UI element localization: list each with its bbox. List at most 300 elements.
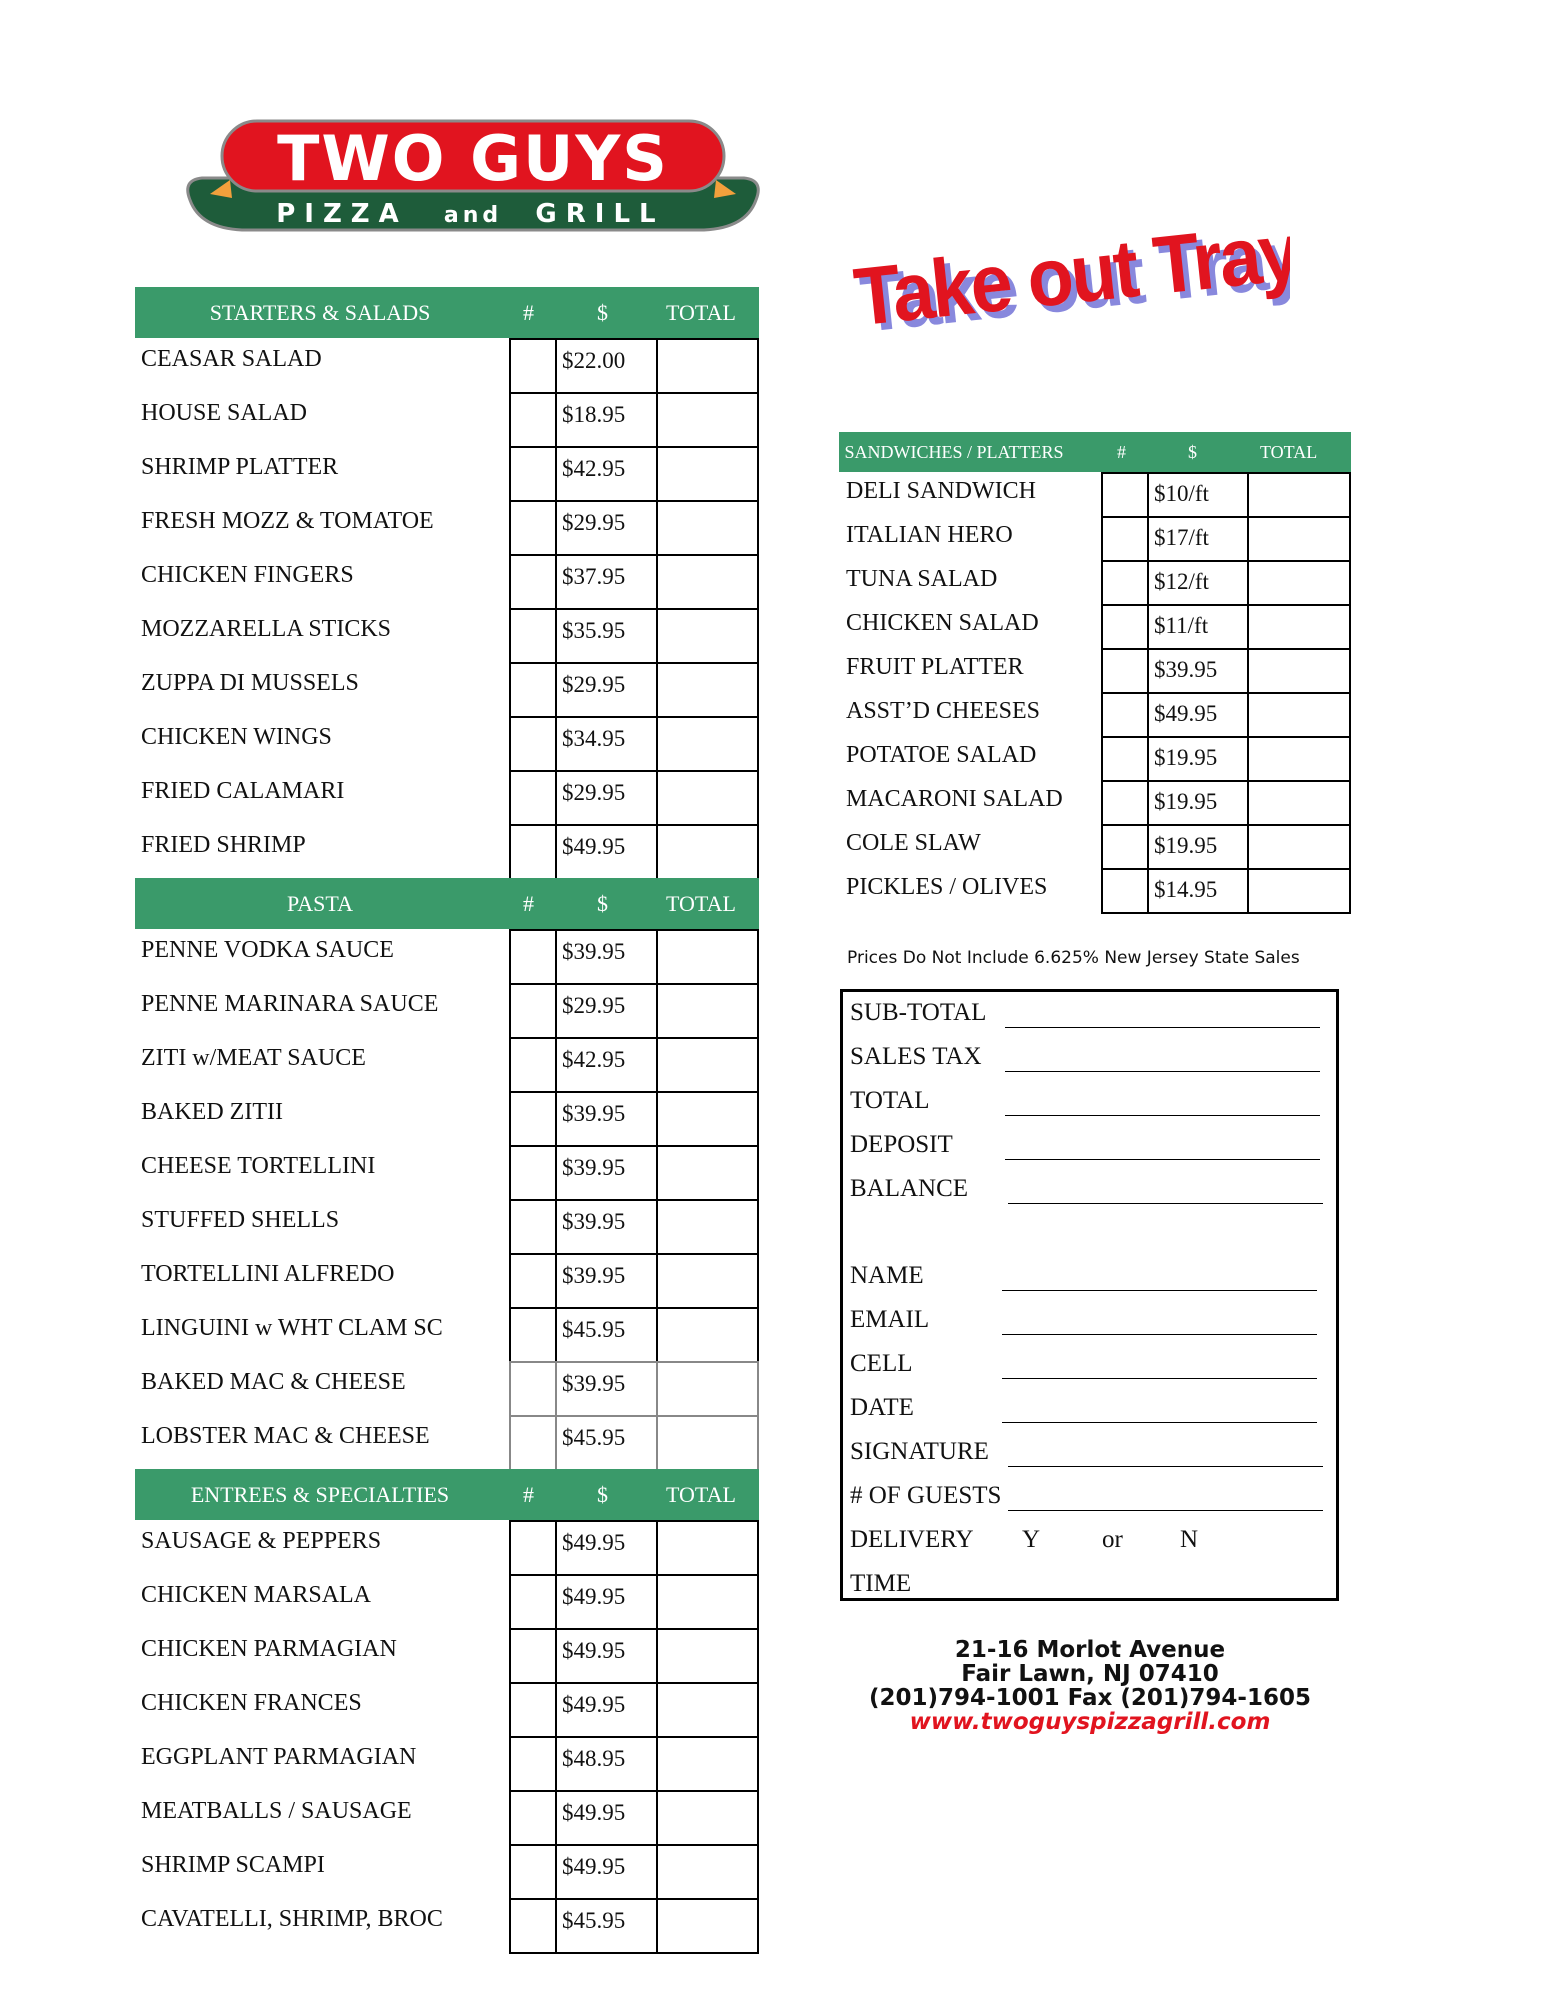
tax-note: Prices Do Not Include 6.625% New Jersey State Sales bbox=[847, 948, 1300, 968]
svg-text:Take out Trays: Take out Trays bbox=[856, 215, 1290, 335]
quantity-cell[interactable] bbox=[509, 1091, 557, 1147]
menu-item-row bbox=[135, 1091, 759, 1145]
quantity-cell[interactable] bbox=[509, 608, 557, 664]
quantity-cell[interactable] bbox=[509, 983, 557, 1039]
menu-item-name: POTATOE SALAD bbox=[846, 742, 1037, 768]
menu-item-row bbox=[135, 446, 759, 500]
quantity-cell[interactable] bbox=[509, 824, 557, 880]
menu-item-price: $39.95 bbox=[562, 1101, 626, 1126]
menu-item-price: $12/ft bbox=[1154, 569, 1209, 594]
quantity-cell[interactable] bbox=[509, 446, 557, 502]
col-num-header: # bbox=[523, 891, 534, 916]
price-cell bbox=[555, 608, 658, 664]
menu-item-row bbox=[135, 1574, 759, 1628]
menu-item-row bbox=[135, 1145, 759, 1199]
menu-item-row bbox=[135, 1844, 759, 1898]
menu-item-row bbox=[839, 824, 1351, 868]
total-cell[interactable] bbox=[656, 929, 759, 985]
menu-item-name: PENNE MARINARA SAUCE bbox=[141, 991, 439, 1017]
price-cell bbox=[555, 1415, 658, 1471]
total-cell[interactable] bbox=[656, 1037, 759, 1093]
total-cell[interactable] bbox=[656, 446, 759, 502]
menu-item-row bbox=[135, 1736, 759, 1790]
menu-item-name: TORTELLINI ALFREDO bbox=[141, 1261, 395, 1287]
menu-item-price: $49.95 bbox=[562, 1638, 626, 1663]
price-cell bbox=[1147, 736, 1249, 782]
order-form bbox=[840, 989, 1339, 1601]
signature-field[interactable] bbox=[1008, 1466, 1323, 1467]
menu-item-price: $35.95 bbox=[562, 618, 626, 643]
two-guys-logo bbox=[182, 118, 764, 240]
menu-item-price: $29.95 bbox=[562, 993, 626, 1018]
price-cell bbox=[555, 338, 658, 394]
total-cell[interactable] bbox=[656, 1361, 759, 1417]
price-cell bbox=[555, 1844, 658, 1900]
subtotal-row bbox=[850, 993, 1330, 1033]
menu-item-row bbox=[135, 1415, 759, 1469]
quantity-cell[interactable] bbox=[1101, 824, 1149, 870]
menu-item-price: $49.95 bbox=[562, 1854, 626, 1879]
total-cell[interactable] bbox=[656, 1253, 759, 1309]
col-num-header: # bbox=[523, 1482, 534, 1507]
deposit-field[interactable] bbox=[1005, 1159, 1320, 1160]
balance-row bbox=[850, 1169, 1330, 1209]
time-label: TIME bbox=[850, 1570, 912, 1597]
signature-row bbox=[850, 1432, 1330, 1472]
menu-item-row bbox=[839, 868, 1351, 912]
menu-item-name: EGGPLANT PARMAGIAN bbox=[141, 1744, 417, 1770]
menu-item-name: BAKED ZITII bbox=[141, 1099, 283, 1125]
menu-item-name: STUFFED SHELLS bbox=[141, 1207, 340, 1233]
total-cell[interactable] bbox=[656, 1736, 759, 1792]
menu-item-name: LOBSTER MAC & CHEESE bbox=[141, 1423, 430, 1449]
menu-item-row bbox=[839, 648, 1351, 692]
menu-item-row bbox=[135, 929, 759, 983]
menu-item-name: HOUSE SALAD bbox=[141, 400, 308, 426]
col-num-header: # bbox=[523, 300, 534, 325]
quantity-cell[interactable] bbox=[509, 716, 557, 772]
menu-item-price: $42.95 bbox=[562, 456, 626, 481]
quantity-cell[interactable] bbox=[1101, 780, 1149, 826]
total-cell[interactable] bbox=[1247, 516, 1351, 562]
menu-item-name: PICKLES / OLIVES bbox=[846, 874, 1048, 900]
total-cell[interactable] bbox=[656, 770, 759, 826]
menu-item-price: $48.95 bbox=[562, 1746, 626, 1771]
price-cell bbox=[555, 1520, 658, 1576]
col-total-header: TOTAL bbox=[666, 891, 736, 916]
menu-item-row bbox=[135, 1520, 759, 1574]
time-field[interactable] bbox=[1012, 1598, 1317, 1599]
guests-field[interactable] bbox=[1008, 1510, 1323, 1511]
menu-item-price: $39.95 bbox=[562, 1155, 626, 1180]
quantity-cell[interactable] bbox=[1101, 560, 1149, 606]
menu-item-price: $19.95 bbox=[1154, 833, 1218, 858]
menu-item-price: $17/ft bbox=[1154, 525, 1209, 550]
total-cell[interactable] bbox=[1247, 868, 1351, 914]
menu-item-row bbox=[135, 1790, 759, 1844]
logo-and: and bbox=[443, 203, 503, 228]
menu-item-row bbox=[839, 692, 1351, 736]
title-text: Take out Trays bbox=[850, 215, 1290, 335]
total-cell[interactable] bbox=[656, 1415, 759, 1471]
deposit-row bbox=[850, 1125, 1330, 1165]
total-cell[interactable] bbox=[1247, 648, 1351, 694]
price-cell bbox=[555, 1790, 658, 1846]
menu-item-name: ZITI w/MEAT SAUCE bbox=[141, 1045, 366, 1071]
menu-item-price: $45.95 bbox=[562, 1908, 626, 1933]
sales-tax-field[interactable] bbox=[1005, 1071, 1320, 1072]
price-cell bbox=[1147, 648, 1249, 694]
price-cell bbox=[555, 1736, 658, 1792]
total-field[interactable] bbox=[1005, 1115, 1320, 1116]
total-cell[interactable] bbox=[1247, 472, 1351, 518]
menu-item-price: $22.00 bbox=[562, 348, 626, 373]
menu-item-name: COLE SLAW bbox=[846, 830, 981, 856]
menu-item-price: $10/ft bbox=[1154, 481, 1209, 506]
price-cell bbox=[555, 824, 658, 880]
guests-label: # OF GUESTS bbox=[850, 1482, 1002, 1509]
menu-item-price: $39.95 bbox=[1154, 657, 1218, 682]
menu-item-name: SAUSAGE & PEPPERS bbox=[141, 1528, 382, 1554]
delivery-row bbox=[850, 1520, 1330, 1560]
total-cell[interactable] bbox=[656, 1307, 759, 1363]
menu-item-row bbox=[135, 1682, 759, 1736]
total-cell[interactable] bbox=[656, 1628, 759, 1684]
address-block bbox=[840, 1638, 1340, 1734]
total-cell[interactable] bbox=[656, 500, 759, 556]
menu-item-price: $39.95 bbox=[562, 1371, 626, 1396]
subtotal-label: SUB-TOTAL bbox=[850, 999, 987, 1026]
quantity-cell[interactable] bbox=[509, 500, 557, 556]
price-cell bbox=[555, 1682, 658, 1738]
price-cell bbox=[555, 446, 658, 502]
page-title bbox=[850, 215, 1290, 335]
quantity-cell[interactable] bbox=[509, 770, 557, 826]
total-cell[interactable] bbox=[1247, 736, 1351, 782]
menu-item-price: $39.95 bbox=[562, 939, 626, 964]
price-cell bbox=[555, 1898, 658, 1954]
quantity-cell[interactable] bbox=[509, 1628, 557, 1684]
total-cell[interactable] bbox=[656, 338, 759, 394]
price-cell bbox=[555, 662, 658, 718]
menu-item-price: $19.95 bbox=[1154, 789, 1218, 814]
total-cell[interactable] bbox=[656, 1574, 759, 1630]
col-total-header: TOTAL bbox=[1260, 442, 1318, 462]
menu-item-price: $29.95 bbox=[562, 780, 626, 805]
price-cell bbox=[555, 1145, 658, 1201]
menu-item-name: FRIED SHRIMP bbox=[141, 832, 306, 858]
menu-item-name: CAVATELLI, SHRIMP, BROC bbox=[141, 1906, 443, 1932]
section-header bbox=[135, 287, 759, 338]
quantity-cell[interactable] bbox=[509, 1037, 557, 1093]
date-field[interactable] bbox=[1002, 1422, 1317, 1423]
menu-item-price: $11/ft bbox=[1154, 613, 1209, 638]
menu-item-row bbox=[135, 392, 759, 446]
quantity-cell[interactable] bbox=[509, 338, 557, 394]
col-price-header: $ bbox=[597, 891, 608, 916]
menu-item-row bbox=[135, 1307, 759, 1361]
total-cell[interactable] bbox=[656, 1520, 759, 1576]
col-num-header: # bbox=[1117, 442, 1126, 462]
menu-item-row bbox=[135, 770, 759, 824]
menu-item-price: $49.95 bbox=[1154, 701, 1218, 726]
address-phone: (201)794-1001 Fax (201)794-1605 bbox=[869, 1685, 1311, 1711]
total-row bbox=[850, 1081, 1330, 1121]
menu-item-price: $14.95 bbox=[1154, 877, 1218, 902]
menu-item-name: FRESH MOZZ & TOMATOE bbox=[141, 508, 434, 534]
menu-item-name: MEATBALLS / SAUSAGE bbox=[141, 1798, 412, 1824]
menu-item-price: $39.95 bbox=[562, 1209, 626, 1234]
quantity-cell[interactable] bbox=[509, 1844, 557, 1900]
price-cell bbox=[555, 392, 658, 448]
total-cell[interactable] bbox=[656, 608, 759, 664]
col-price-header: $ bbox=[1188, 442, 1197, 462]
price-cell bbox=[555, 929, 658, 985]
name-field[interactable] bbox=[1002, 1290, 1317, 1291]
price-cell bbox=[1147, 692, 1249, 738]
section-heading: SANDWICHES / PLATTERS bbox=[844, 442, 1064, 462]
menu-item-name: MACARONI SALAD bbox=[846, 786, 1063, 812]
total-cell[interactable] bbox=[1247, 692, 1351, 738]
address-city: Fair Lawn, NJ 07410 bbox=[961, 1661, 1219, 1687]
balance-field[interactable] bbox=[1008, 1203, 1323, 1204]
menu-item-row bbox=[135, 983, 759, 1037]
section-header bbox=[135, 1469, 759, 1520]
menu-item-price: $49.95 bbox=[562, 834, 626, 859]
quantity-cell[interactable] bbox=[509, 1253, 557, 1309]
total-cell[interactable] bbox=[656, 1682, 759, 1738]
menu-item-name: CEASAR SALAD bbox=[141, 346, 322, 372]
total-cell[interactable] bbox=[1247, 604, 1351, 650]
menu-item-name: SHRIMP PLATTER bbox=[141, 454, 339, 480]
date-label: DATE bbox=[850, 1394, 914, 1421]
menu-item-row bbox=[135, 608, 759, 662]
total-cell[interactable] bbox=[656, 662, 759, 718]
section-header bbox=[135, 878, 759, 929]
quantity-cell[interactable] bbox=[509, 1415, 557, 1471]
menu-item-price: $45.95 bbox=[562, 1317, 626, 1342]
delivery-yes-option[interactable]: Y bbox=[1022, 1526, 1041, 1553]
menu-item-name: PENNE VODKA SAUCE bbox=[141, 937, 394, 963]
menu-item-price: $37.95 bbox=[562, 564, 626, 589]
quantity-cell[interactable] bbox=[509, 1682, 557, 1738]
quantity-cell[interactable] bbox=[509, 1307, 557, 1363]
menu-item-price: $29.95 bbox=[562, 672, 626, 697]
quantity-cell[interactable] bbox=[509, 929, 557, 985]
price-cell bbox=[1147, 472, 1249, 518]
price-cell bbox=[555, 1361, 658, 1417]
price-cell bbox=[555, 716, 658, 772]
price-cell bbox=[1147, 560, 1249, 606]
quantity-cell[interactable] bbox=[509, 1361, 557, 1417]
total-cell[interactable] bbox=[656, 1091, 759, 1147]
name-label: NAME bbox=[850, 1262, 924, 1289]
logo-pizza: PIZZA bbox=[276, 199, 408, 229]
menu-item-row bbox=[135, 554, 759, 608]
sales-tax-label: SALES TAX bbox=[850, 1043, 982, 1070]
price-cell bbox=[555, 1628, 658, 1684]
total-cell[interactable] bbox=[1247, 780, 1351, 826]
price-cell bbox=[555, 1037, 658, 1093]
quantity-cell[interactable] bbox=[509, 1145, 557, 1201]
total-cell[interactable] bbox=[656, 392, 759, 448]
logo-line1: TWO GUYS bbox=[277, 122, 669, 195]
price-cell bbox=[1147, 516, 1249, 562]
menu-item-name: CHICKEN WINGS bbox=[141, 724, 332, 750]
total-cell[interactable] bbox=[656, 554, 759, 610]
col-price-header: $ bbox=[597, 1482, 608, 1507]
menu-item-row bbox=[839, 604, 1351, 648]
menu-item-name: FRUIT PLATTER bbox=[846, 654, 1024, 680]
col-total-header: TOTAL bbox=[666, 300, 736, 325]
menu-item-name: ASST’D CHEESES bbox=[846, 698, 1041, 724]
menu-item-name: CHICKEN FRANCES bbox=[141, 1690, 362, 1716]
menu-item-row bbox=[839, 560, 1351, 604]
total-cell[interactable] bbox=[656, 1790, 759, 1846]
quantity-cell[interactable] bbox=[1101, 868, 1149, 914]
price-cell bbox=[1147, 868, 1249, 914]
balance-label: BALANCE bbox=[850, 1175, 969, 1202]
menu-item-price: $29.95 bbox=[562, 510, 626, 535]
menu-item-row bbox=[135, 1898, 759, 1952]
total-cell[interactable] bbox=[656, 1199, 759, 1255]
menu-item-price: $39.95 bbox=[562, 1263, 626, 1288]
section-heading: ENTREES & SPECIALTIES bbox=[190, 1482, 450, 1507]
price-cell bbox=[555, 983, 658, 1039]
col-total-header: TOTAL bbox=[666, 1482, 736, 1507]
menu-item-name: CHICKEN FINGERS bbox=[141, 562, 354, 588]
price-cell bbox=[555, 1199, 658, 1255]
menu-item-row bbox=[135, 1253, 759, 1307]
website-link[interactable]: www.twoguyspizzagrill.com bbox=[909, 1709, 1271, 1735]
quantity-cell[interactable] bbox=[509, 554, 557, 610]
quantity-cell[interactable] bbox=[509, 662, 557, 718]
menu-item-name: TUNA SALAD bbox=[846, 566, 998, 592]
menu-item-row bbox=[135, 338, 759, 392]
price-cell bbox=[555, 1091, 658, 1147]
total-cell[interactable] bbox=[656, 1844, 759, 1900]
quantity-cell[interactable] bbox=[509, 1199, 557, 1255]
time-row bbox=[850, 1564, 1330, 1604]
menu-item-name: SHRIMP SCAMPI bbox=[141, 1852, 325, 1878]
section-heading: PASTA bbox=[287, 891, 353, 916]
price-cell bbox=[1147, 604, 1249, 650]
menu-item-name: DELI SANDWICH bbox=[846, 478, 1036, 504]
price-cell bbox=[555, 554, 658, 610]
email-label: EMAIL bbox=[850, 1306, 930, 1333]
quantity-cell[interactable] bbox=[1101, 692, 1149, 738]
delivery-label: DELIVERY bbox=[850, 1526, 974, 1553]
quantity-cell[interactable] bbox=[1101, 516, 1149, 562]
menu-item-price: $45.95 bbox=[562, 1425, 626, 1450]
menu-item-row bbox=[135, 716, 759, 770]
menu-item-price: $34.95 bbox=[562, 726, 626, 751]
menu-item-row bbox=[839, 472, 1351, 516]
quantity-cell[interactable] bbox=[509, 1790, 557, 1846]
total-cell[interactable] bbox=[1247, 824, 1351, 870]
menu-item-row bbox=[135, 500, 759, 554]
menu-item-name: CHEESE TORTELLINI bbox=[141, 1153, 376, 1179]
email-field[interactable] bbox=[1002, 1334, 1317, 1335]
menu-item-name: LINGUINI w WHT CLAM SC bbox=[141, 1315, 443, 1341]
quantity-cell[interactable] bbox=[1101, 736, 1149, 782]
price-cell bbox=[555, 500, 658, 556]
menu-item-row bbox=[135, 1361, 759, 1415]
menu-item-price: $19.95 bbox=[1154, 745, 1218, 770]
price-cell bbox=[555, 1253, 658, 1309]
sales-tax-row bbox=[850, 1037, 1330, 1077]
email-row bbox=[850, 1300, 1330, 1340]
quantity-cell[interactable] bbox=[509, 392, 557, 448]
price-cell bbox=[555, 1307, 658, 1363]
name-row bbox=[850, 1256, 1330, 1296]
menu-item-row bbox=[135, 1037, 759, 1091]
deposit-label: DEPOSIT bbox=[850, 1131, 953, 1158]
menu-item-name: FRIED CALAMARI bbox=[141, 778, 345, 804]
menu-item-price: $42.95 bbox=[562, 1047, 626, 1072]
menu-item-price: $49.95 bbox=[562, 1692, 626, 1717]
menu-item-name: ZUPPA DI MUSSELS bbox=[141, 670, 359, 696]
delivery-or-text: or bbox=[1102, 1526, 1123, 1553]
quantity-cell[interactable] bbox=[509, 1898, 557, 1954]
price-cell bbox=[1147, 780, 1249, 826]
menu-item-row bbox=[135, 1199, 759, 1253]
quantity-cell[interactable] bbox=[509, 1736, 557, 1792]
quantity-cell[interactable] bbox=[509, 1520, 557, 1576]
menu-item-price: $49.95 bbox=[562, 1800, 626, 1825]
price-cell bbox=[1147, 824, 1249, 870]
menu-item-name: CHICKEN SALAD bbox=[846, 610, 1039, 636]
total-cell[interactable] bbox=[656, 1898, 759, 1954]
cell-label: CELL bbox=[850, 1350, 913, 1377]
quantity-cell[interactable] bbox=[1101, 648, 1149, 694]
total-label: TOTAL bbox=[850, 1087, 930, 1114]
total-cell[interactable] bbox=[656, 824, 759, 880]
menu-item-price: $49.95 bbox=[562, 1530, 626, 1555]
address-street: 21-16 Morlot Avenue bbox=[954, 1637, 1226, 1663]
menu-item-row bbox=[135, 1628, 759, 1682]
menu-item-price: $49.95 bbox=[562, 1584, 626, 1609]
total-cell[interactable] bbox=[656, 716, 759, 772]
price-cell bbox=[555, 770, 658, 826]
cell-field[interactable] bbox=[1002, 1378, 1317, 1379]
menu-item-name: ITALIAN HERO bbox=[846, 522, 1013, 548]
total-cell[interactable] bbox=[656, 1145, 759, 1201]
cell-row bbox=[850, 1344, 1330, 1384]
section-header bbox=[839, 432, 1351, 472]
guests-row bbox=[850, 1476, 1330, 1516]
menu-item-row bbox=[135, 662, 759, 716]
menu-item-price: $18.95 bbox=[562, 402, 626, 427]
quantity-cell[interactable] bbox=[1101, 604, 1149, 650]
menu-item-row bbox=[839, 736, 1351, 780]
quantity-cell[interactable] bbox=[509, 1574, 557, 1630]
delivery-no-option[interactable]: N bbox=[1180, 1526, 1199, 1553]
date-row bbox=[850, 1388, 1330, 1428]
menu-item-name: CHICKEN PARMAGIAN bbox=[141, 1636, 397, 1662]
menu-item-row bbox=[135, 824, 759, 878]
section-heading: STARTERS & SALADS bbox=[209, 300, 431, 325]
total-cell[interactable] bbox=[656, 983, 759, 1039]
menu-item-row bbox=[839, 516, 1351, 560]
subtotal-field[interactable] bbox=[1005, 1027, 1320, 1028]
signature-label: SIGNATURE bbox=[850, 1438, 989, 1465]
menu-item-name: MOZZARELLA STICKS bbox=[141, 616, 392, 642]
logo-grill: GRILL bbox=[535, 199, 665, 229]
total-cell[interactable] bbox=[1247, 560, 1351, 606]
quantity-cell[interactable] bbox=[1101, 472, 1149, 518]
col-price-header: $ bbox=[597, 300, 608, 325]
